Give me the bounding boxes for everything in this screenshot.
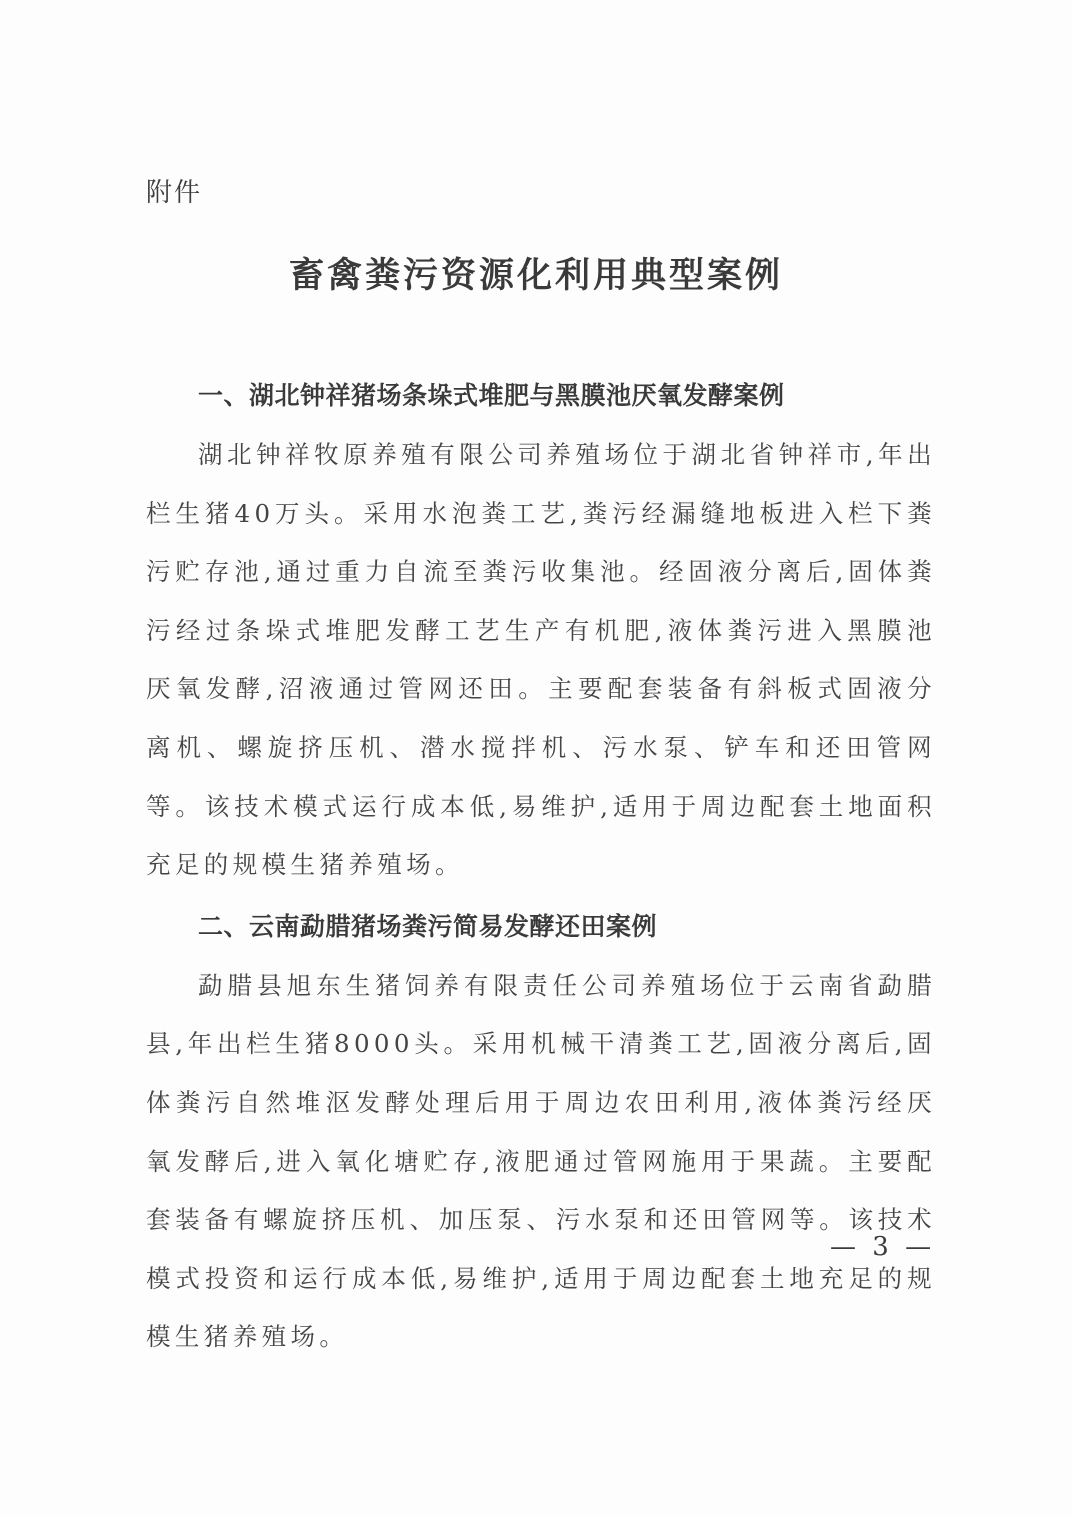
attachment-label: 附件 xyxy=(146,178,203,208)
section-heading: 一、湖北钟祥猪场条垛式堆肥与黑膜池厌氧发酵案例 xyxy=(198,381,785,410)
section-paragraph: 勐腊县旭东生猪饲养有限责任公司养殖场位于云南省勐腊县,年出栏生猪8000头。采用机械干清粪工艺,固液分离后,固体粪污自然堆沤发酵处理后用于周边农田利用,液体粪污经厌氧发酵后,进入氧化塘贮存,液肥通过管网施用于果蔬。主要配套装备有螺旋挤压机、加压泵、污水泵和还田管网等。该技术模式投资和运行成本低,易维护,适用于周边配套土地充足的规模生猪养殖场。 xyxy=(146,970,936,1352)
page-title: 畜禽粪污资源化利用典型案例 xyxy=(288,255,783,296)
section-one xyxy=(146,374,936,895)
section-two xyxy=(146,905,936,1367)
document-body xyxy=(146,374,936,1367)
page-number: — 3 — xyxy=(830,1232,936,1262)
section-heading: 二、云南勐腊猪场粪污简易发酵还田案例 xyxy=(198,911,658,941)
section-paragraph: 湖北钟祥牧原养殖有限公司养殖场位于湖北省钟祥市,年出栏生猪40万头。采用水泡粪工艺,粪污经漏缝地板进入栏下粪污贮存池,通过重力自流至粪污收集池。经固液分离后,固体粪污经过条垛式堆肥发酵工艺生产有机肥,液体粪污进入黑膜池厌氧发酵,沼液通过管网还田。主要配套装备有斜板式固液分离机、螺旋挤压机、潜水搅拌机、污水泵、铲车和还田管网等。该技术模式运行成本低,易维护,适用于周边配套土地面积充足的规模生猪养殖场。 xyxy=(146,440,936,880)
